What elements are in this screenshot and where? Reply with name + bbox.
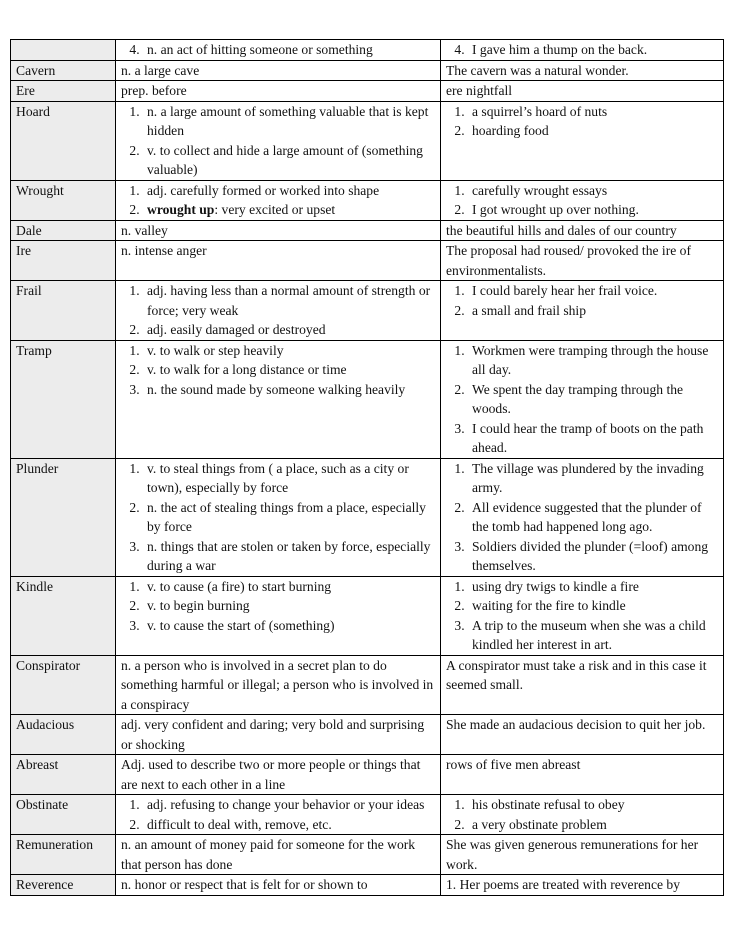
definition-item: 2. wrought up: very excited or upset [143, 200, 435, 220]
example-list [446, 281, 718, 320]
definition-cell: n. a person who is involved in a secret plan to do something harmful or illegal; a person who is involved in a conspiracy [116, 655, 441, 715]
table-row [11, 795, 724, 835]
word-cell: Obstinate [11, 795, 116, 835]
definition-cell: n. intense anger [116, 241, 441, 281]
word-cell: Ere [11, 81, 116, 102]
example-item: 1. using dry twigs to kindle a fire [468, 577, 718, 597]
definition-item: 1. adj. carefully formed or worked into shape [143, 181, 435, 201]
example-item: 3. A trip to the museum when she was a child kindled her interest in art. [468, 616, 718, 655]
example-item: 2. a very obstinate problem [468, 815, 718, 835]
word-cell: Hoard [11, 101, 116, 180]
definition-cell: Adj. used to describe two or more people or things that are next to each other in a line [116, 755, 441, 795]
example-cell [441, 40, 724, 61]
table-row [11, 101, 724, 180]
definition-item: 1. v. to cause (a fire) to start burning [143, 577, 435, 597]
example-item: 2. We spent the day tramping through the woods. [468, 380, 718, 419]
definition-list [121, 40, 435, 60]
definition-item: 4. n. an act of hitting someone or something [143, 40, 435, 60]
definition-cell [116, 576, 441, 655]
definition-cell [116, 180, 441, 220]
table-row [11, 81, 724, 102]
example-cell [441, 180, 724, 220]
example-cell [441, 795, 724, 835]
word-cell: Cavern [11, 60, 116, 81]
example-cell [441, 281, 724, 341]
table-row [11, 458, 724, 576]
example-item: 2. a small and frail ship [468, 301, 718, 321]
example-cell: The proposal had roused/ provoked the ire of environmentalists. [441, 241, 724, 281]
definition-cell [116, 281, 441, 341]
table-row [11, 241, 724, 281]
table-row [11, 576, 724, 655]
example-item: 1. carefully wrought essays [468, 181, 718, 201]
definition-item: 2. difficult to deal with, remove, etc. [143, 815, 435, 835]
definition-list [121, 281, 435, 340]
example-list [446, 459, 718, 576]
example-item: 3. Soldiers divided the plunder (=loof) among themselves. [468, 537, 718, 576]
definition-list [121, 341, 435, 400]
vocabulary-table-body [11, 40, 724, 896]
example-cell: She was given generous remunerations for her work. [441, 835, 724, 875]
definition-item: 1. adj. refusing to change your behavior or your ideas [143, 795, 435, 815]
example-item: 1. The village was plundered by the invading army. [468, 459, 718, 498]
table-row [11, 655, 724, 715]
word-cell: Dale [11, 220, 116, 241]
definition-item: 2. v. to collect and hide a large amount of (something valuable) [143, 141, 435, 180]
table-row [11, 40, 724, 61]
word-cell: Reverence [11, 875, 116, 896]
word-cell: Ire [11, 241, 116, 281]
word-cell: Tramp [11, 340, 116, 458]
table-row [11, 281, 724, 341]
definition-cell: n. a large cave [116, 60, 441, 81]
example-cell: She made an audacious decision to quit her job. [441, 715, 724, 755]
example-cell: rows of five men abreast [441, 755, 724, 795]
word-cell: Wrought [11, 180, 116, 220]
example-cell: the beautiful hills and dales of our country [441, 220, 724, 241]
table-row [11, 835, 724, 875]
definition-cell [116, 458, 441, 576]
definition-list [121, 459, 435, 576]
definition-cell: adj. very confident and daring; very bold and surprising or shocking [116, 715, 441, 755]
table-row [11, 875, 724, 896]
example-item: 2. I got wrought up over nothing. [468, 200, 718, 220]
definition-item: 1. adj. having less than a normal amount of strength or force; very weak [143, 281, 435, 320]
example-cell [441, 576, 724, 655]
example-list [446, 40, 718, 60]
definition-item: 2. n. the act of stealing things from a place, especially by force [143, 498, 435, 537]
example-list [446, 181, 718, 220]
table-row [11, 60, 724, 81]
example-list [446, 341, 718, 458]
word-cell [11, 40, 116, 61]
definition-cell [116, 101, 441, 180]
definition-item: 3. v. to cause the start of (something) [143, 616, 435, 636]
table-row [11, 755, 724, 795]
table-row [11, 715, 724, 755]
example-item: 1. a squirrel’s hoard of nuts [468, 102, 718, 122]
word-cell: Audacious [11, 715, 116, 755]
definition-item: 2. v. to begin burning [143, 596, 435, 616]
definition-list [121, 102, 435, 180]
example-list [446, 795, 718, 834]
definition-item: 1. n. a large amount of something valuable that is kept hidden [143, 102, 435, 141]
example-item: 3. I could hear the tramp of boots on the path ahead. [468, 419, 718, 458]
example-item: 2. waiting for the fire to kindle [468, 596, 718, 616]
word-cell: Remuneration [11, 835, 116, 875]
definition-item: 3. n. things that are stolen or taken by force, especially during a war [143, 537, 435, 576]
definition-cell: n. valley [116, 220, 441, 241]
definition-cell: n. an amount of money paid for someone for the work that person has done [116, 835, 441, 875]
definition-cell: prep. before [116, 81, 441, 102]
definition-item: 2. adj. easily damaged or destroyed [143, 320, 435, 340]
example-item: 2. hoarding food [468, 121, 718, 141]
definition-item: 2. v. to walk for a long distance or time [143, 360, 435, 380]
table-row [11, 180, 724, 220]
example-item: 1. his obstinate refusal to obey [468, 795, 718, 815]
table-row [11, 220, 724, 241]
example-item: 2. All evidence suggested that the plunder of the tomb had happened long ago. [468, 498, 718, 537]
example-cell: ere nightfall [441, 81, 724, 102]
example-item: 1. Workmen were tramping through the house all day. [468, 341, 718, 380]
definition-cell [116, 340, 441, 458]
example-list [446, 577, 718, 655]
example-cell: 1. Her poems are treated with reverence by [441, 875, 724, 896]
definition-list [121, 181, 435, 220]
word-cell: Plunder [11, 458, 116, 576]
example-cell [441, 458, 724, 576]
definition-item: 3. n. the sound made by someone walking heavily [143, 380, 435, 400]
word-cell: Kindle [11, 576, 116, 655]
example-cell [441, 340, 724, 458]
example-cell [441, 101, 724, 180]
definition-item: 1. v. to steal things from ( a place, such as a city or town), especially by force [143, 459, 435, 498]
word-cell: Conspirator [11, 655, 116, 715]
word-cell: Frail [11, 281, 116, 341]
definition-item: 1. v. to walk or step heavily [143, 341, 435, 361]
definition-cell: n. honor or respect that is felt for or shown to [116, 875, 441, 896]
vocabulary-table [10, 39, 724, 896]
table-row [11, 340, 724, 458]
bold-term: wrought up [147, 202, 215, 217]
example-cell: A conspirator must take a risk and in this case it seemed small. [441, 655, 724, 715]
definition-cell [116, 40, 441, 61]
example-item: 4. I gave him a thump on the back. [468, 40, 718, 60]
definition-list [121, 795, 435, 834]
word-cell: Abreast [11, 755, 116, 795]
example-cell: The cavern was a natural wonder. [441, 60, 724, 81]
example-list [446, 102, 718, 141]
definition-list [121, 577, 435, 636]
definition-cell [116, 795, 441, 835]
example-item: 1. I could barely hear her frail voice. [468, 281, 718, 301]
